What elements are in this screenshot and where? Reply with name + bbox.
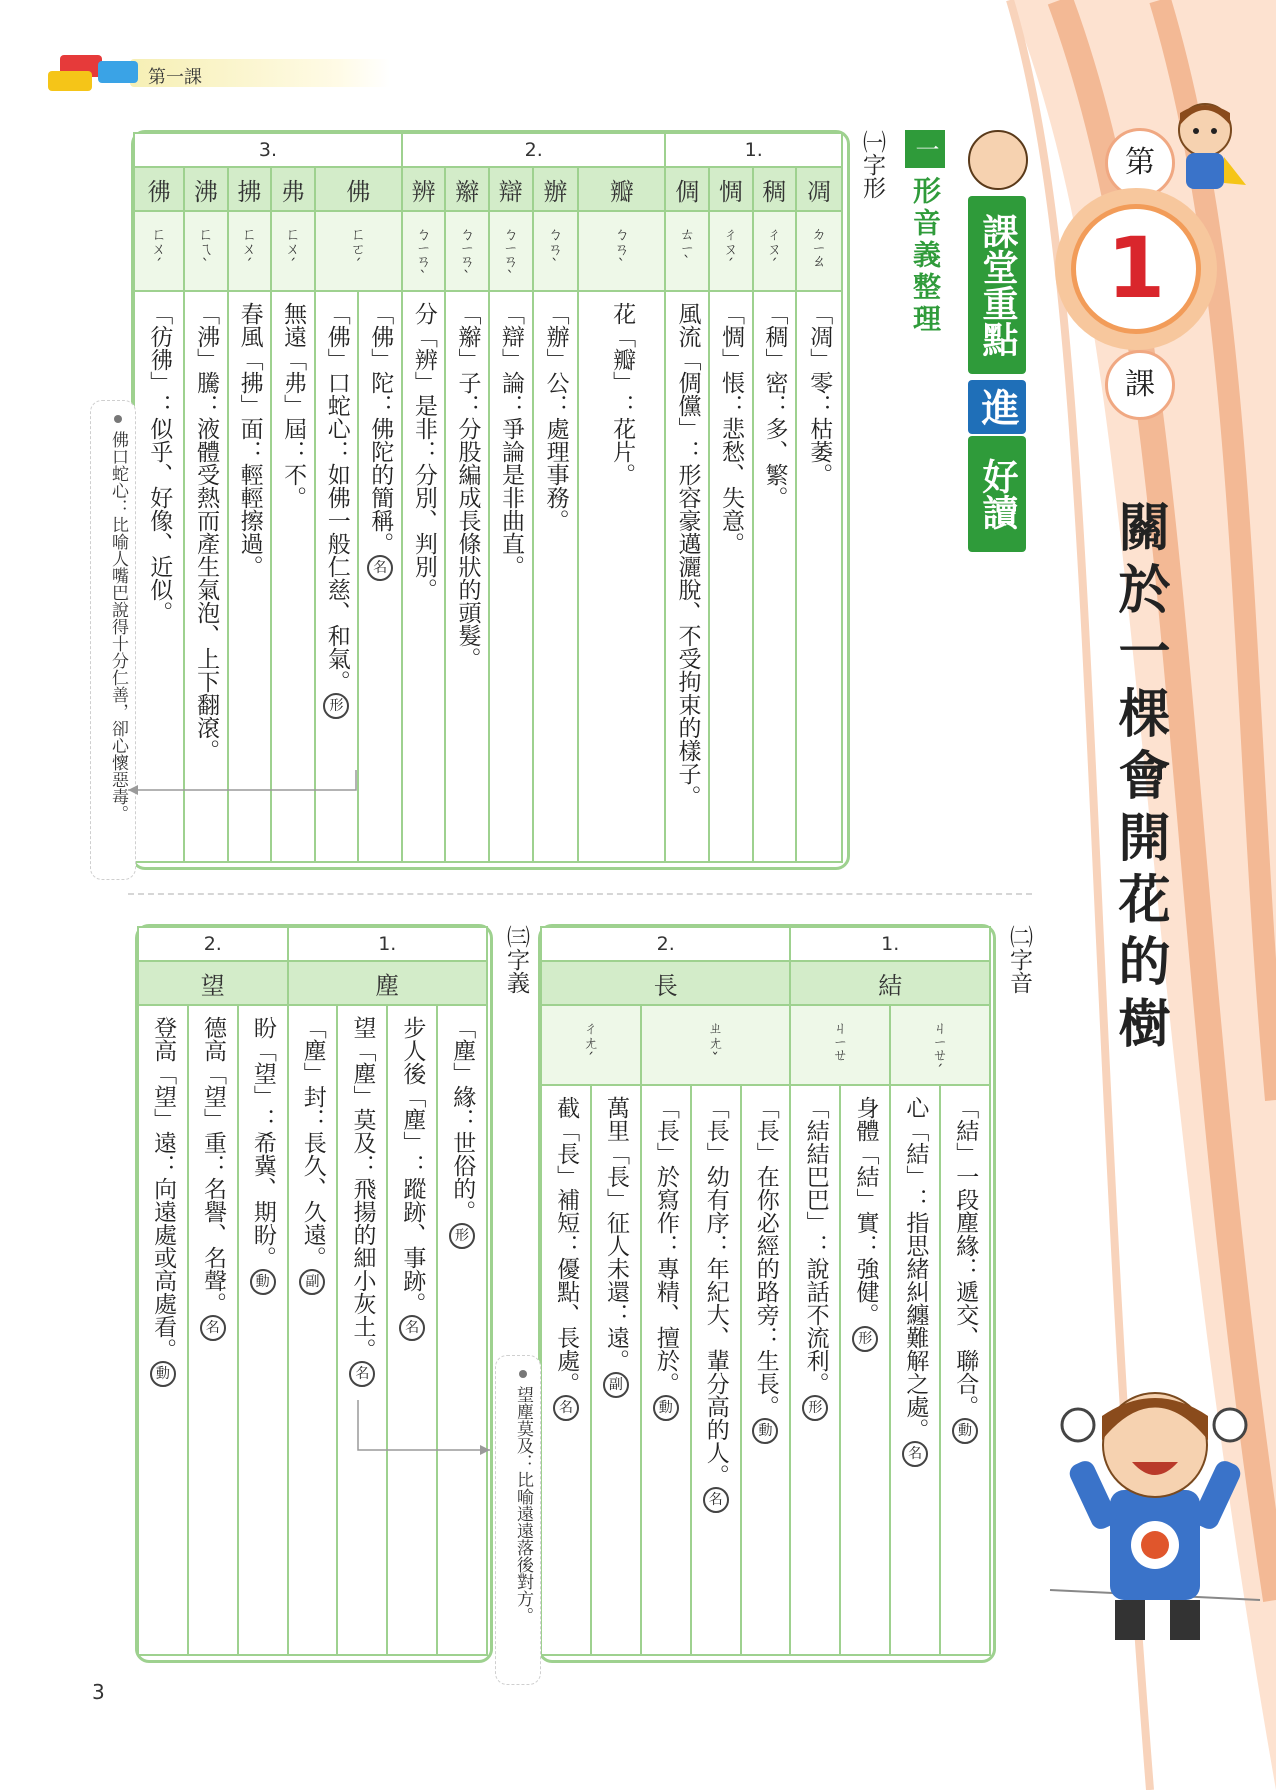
meaning-note: 望塵莫及：比喻遠遠落後對方。 xyxy=(495,1355,541,1685)
pinyin: ㄅㄧㄢˋ xyxy=(501,226,520,286)
definition-text: 「惆」悵：悲愁、失意。 xyxy=(717,302,744,555)
meaning-table xyxy=(137,926,488,1656)
part-form-label: ㈠字形 xyxy=(859,130,885,199)
pinyin: ㄈㄛˊ xyxy=(348,226,367,274)
table-char: 彿 xyxy=(134,167,184,211)
definition-text: 「長」於寫作：專精、擅於。 xyxy=(652,1096,679,1395)
pinyin-cell xyxy=(184,211,228,291)
part-of-speech-badge: 形 xyxy=(323,693,349,719)
definition-cell xyxy=(578,291,665,862)
table-char: 辦 xyxy=(533,167,579,211)
part-of-speech-badge: 名 xyxy=(349,1361,375,1387)
pinyin: ㄅㄢˋ xyxy=(545,226,564,274)
definition-cell xyxy=(890,1085,940,1655)
lesson-ke-circle: 課 xyxy=(1105,350,1175,420)
group-number: 1. xyxy=(665,133,842,167)
table-char: 倜 xyxy=(665,167,709,211)
bullet-icon xyxy=(114,415,122,423)
part-meaning-label: ㈢字義 xyxy=(503,925,529,994)
pinyin: ㄅㄢˋ xyxy=(612,226,631,274)
definition-text: 分「辨」是非：分別、判別。 xyxy=(410,302,437,601)
part-sound-label: ㈡字音 xyxy=(1006,925,1032,994)
pinyin-cell xyxy=(402,211,446,291)
definition-text: 花「瓣」：花片。 xyxy=(609,302,636,486)
definition-cell xyxy=(691,1085,741,1655)
pinyin: ㄐㄧㄝ xyxy=(830,1020,849,1062)
definition-text: 「佛」陀：佛陀的簡稱。 xyxy=(367,302,394,555)
pinyin: ㄐㄧㄝˊ xyxy=(930,1020,949,1080)
definition-cell xyxy=(840,1085,890,1655)
pinyin-cell xyxy=(489,211,533,291)
pinyin-cell xyxy=(578,211,665,291)
group-number: 3. xyxy=(134,133,402,167)
table-char: 辯 xyxy=(489,167,533,211)
table-char: 沸 xyxy=(184,167,228,211)
section-one-heading xyxy=(905,130,945,370)
lesson-number-circle xyxy=(1055,188,1217,350)
group-number: 2. xyxy=(402,133,666,167)
definition-cell xyxy=(753,291,797,862)
part-of-speech-badge: 形 xyxy=(852,1326,878,1352)
banner-part1: 課堂重點 xyxy=(968,196,1026,374)
pinyin-cell xyxy=(533,211,579,291)
section-one-marker: 一 xyxy=(905,130,945,168)
form-table xyxy=(133,132,843,863)
table-char: 弗 xyxy=(271,167,315,211)
definition-text: 截「長」補短：優點、長處。 xyxy=(553,1096,580,1395)
pinyin: ㄊㄧˋ xyxy=(677,226,696,271)
mascot-cheering-icon xyxy=(1040,1370,1270,1650)
definition-cell xyxy=(741,1085,791,1655)
pinyin: ㄔㄡˊ xyxy=(764,226,783,274)
page-number: 3 xyxy=(92,1680,105,1704)
definition-text: 「辯」論：爭論是非曲直。 xyxy=(497,302,524,578)
table-char: 長 xyxy=(541,961,790,1005)
definition-text: 「長」在你必經的路旁：生長。 xyxy=(752,1096,779,1418)
table-char: 塵 xyxy=(288,961,487,1005)
pinyin-cell xyxy=(445,211,489,291)
definition-cell xyxy=(445,291,489,862)
lesson-title: 關於一棵會開花的樹 xyxy=(1109,500,1169,1058)
lego-brick-icon xyxy=(98,61,138,83)
definition-cell xyxy=(796,291,842,862)
definition-cell xyxy=(288,1005,338,1655)
part-of-speech-badge: 副 xyxy=(299,1269,325,1295)
mascot-boy-icon xyxy=(1160,95,1250,205)
definition-cell xyxy=(402,291,446,862)
pinyin-cell xyxy=(890,1005,990,1085)
definition-cell xyxy=(591,1085,641,1655)
definition-cell xyxy=(138,1005,188,1655)
definition-cell xyxy=(358,291,402,862)
part-of-speech-badge: 名 xyxy=(399,1315,425,1341)
definition-text: 風流「倜儻」：形容豪邁灑脫、不受拘束的樣子。 xyxy=(674,302,701,808)
table-char: 佛 xyxy=(315,167,402,211)
part-of-speech-badge: 名 xyxy=(553,1395,579,1421)
pinyin-cell xyxy=(753,211,797,291)
pinyin: ㄅㄧㄢˋ xyxy=(414,226,433,286)
part-of-speech-badge: 動 xyxy=(952,1418,978,1444)
part-of-speech-badge: 副 xyxy=(603,1372,629,1398)
table-char: 望 xyxy=(138,961,288,1005)
pinyin-cell xyxy=(315,211,402,291)
definition-cell xyxy=(533,291,579,862)
definition-cell xyxy=(387,1005,437,1655)
section-divider xyxy=(128,893,1032,895)
definition-text: 萬里「長」征人未還：遠。 xyxy=(603,1096,630,1372)
form-note: 佛口蛇心：比喻人嘴巴說得十分仁善，卻心懷惡毒。 xyxy=(90,400,136,880)
part-of-speech-badge: 動 xyxy=(250,1269,276,1295)
definition-cell xyxy=(940,1085,990,1655)
definition-cell xyxy=(437,1005,487,1655)
group-number: 2. xyxy=(541,927,790,961)
part-of-speech-badge: 動 xyxy=(752,1418,778,1444)
pinyin-cell xyxy=(790,1005,890,1085)
definition-cell xyxy=(665,291,709,862)
definition-cell xyxy=(541,1085,591,1655)
pinyin-cell xyxy=(541,1005,641,1085)
definition-cell xyxy=(641,1085,691,1655)
table-char: 結 xyxy=(790,961,990,1005)
pinyin: ㄉㄧㄠ xyxy=(809,226,828,268)
definition-text: 登高「望」遠：向遠處或高處看。 xyxy=(150,1016,177,1361)
pinyin: ㄅㄧㄢˋ xyxy=(457,226,476,286)
section-one-title: 形音義整理 xyxy=(909,176,942,336)
part-of-speech-badge: 名 xyxy=(200,1315,226,1341)
definition-text: 「佛」口蛇心：如佛一般仁慈、和氣。 xyxy=(323,302,350,693)
part-of-speech-badge: 形 xyxy=(802,1395,828,1421)
group-number: 2. xyxy=(138,927,288,961)
group-number: 1. xyxy=(288,927,487,961)
definition-text: 「結」一段塵緣：遞交、聯合。 xyxy=(952,1096,979,1418)
definition-cell xyxy=(337,1005,387,1655)
lesson-header-tab xyxy=(40,55,350,91)
pinyin-cell xyxy=(271,211,315,291)
definition-text: 「沸」騰：液體受熱而產生氣泡、上下翻滾。 xyxy=(193,302,220,762)
table-char: 稠 xyxy=(753,167,797,211)
pinyin-cell xyxy=(665,211,709,291)
banner-part3: 好讀 xyxy=(968,436,1026,552)
definition-text: 「辮」子：分股編成長條狀的頭髮。 xyxy=(454,302,481,670)
definition-text: 「凋」零：枯萎。 xyxy=(806,302,833,486)
table-char: 辮 xyxy=(445,167,489,211)
pinyin-cell xyxy=(796,211,842,291)
definition-text: 春風「拂」面：輕輕擦過。 xyxy=(236,302,263,578)
definition-text: 「塵」封：長久、久遠。 xyxy=(299,1016,326,1269)
part-of-speech-badge: 動 xyxy=(653,1395,679,1421)
part-of-speech-badge: 動 xyxy=(150,1361,176,1387)
mascot-face-icon xyxy=(968,130,1028,190)
table-char: 惆 xyxy=(709,167,753,211)
definition-text: 「彷彿」：似乎、好像、近似。 xyxy=(146,302,173,624)
definition-text: 盼「望」：希冀、期盼。 xyxy=(249,1016,276,1269)
definition-text: 身體「結」實：強健。 xyxy=(852,1096,879,1326)
lesson-number: 1 xyxy=(1071,204,1201,334)
definition-cell xyxy=(790,1085,840,1655)
pinyin: ㄔㄤˊ xyxy=(581,1020,600,1068)
definition-text: 「長」幼有序：年紀大、輩分高的人。 xyxy=(702,1096,729,1487)
part-of-speech-badge: 名 xyxy=(367,555,393,581)
definition-text: 「稠」密：多、繁。 xyxy=(761,302,788,509)
pinyin: ㄓㄤˇ xyxy=(706,1020,725,1068)
part-of-speech-badge: 形 xyxy=(449,1223,475,1249)
definition-cell xyxy=(238,1005,288,1655)
lesson-di-circle: 第 xyxy=(1105,128,1175,198)
pinyin-cell xyxy=(228,211,272,291)
table-char: 辨 xyxy=(402,167,446,211)
definition-text: 「結結巴巴」：說話不流利。 xyxy=(802,1096,829,1395)
pinyin-cell xyxy=(641,1005,791,1085)
table-char: 瓣 xyxy=(578,167,665,211)
lego-brick-icon xyxy=(48,71,92,91)
bullet-icon xyxy=(519,1370,527,1378)
classroom-focus-banner xyxy=(968,130,1026,560)
part-of-speech-badge: 名 xyxy=(902,1441,928,1467)
pinyin: ㄔㄡˊ xyxy=(721,226,740,274)
definition-cell xyxy=(188,1005,238,1655)
pinyin: ㄈㄨˊ xyxy=(283,226,302,274)
definition-text: 心「結」：指思緒糾纏難解之處。 xyxy=(902,1096,929,1441)
pinyin-cell xyxy=(134,211,184,291)
table-char: 凋 xyxy=(796,167,842,211)
definition-text: 步人後「塵」：蹤跡、事跡。 xyxy=(399,1016,426,1315)
sound-table xyxy=(540,926,991,1656)
pinyin-cell xyxy=(709,211,753,291)
table-char: 拂 xyxy=(228,167,272,211)
definition-cell xyxy=(489,291,533,862)
pinyin: ㄈㄟˋ xyxy=(196,226,215,274)
pinyin: ㄈㄨˊ xyxy=(239,226,258,274)
banner-part2: 進 xyxy=(968,380,1026,434)
definition-text: 望「塵」莫及：飛揚的細小灰土。 xyxy=(349,1016,376,1361)
group-number: 1. xyxy=(790,927,990,961)
form-note-arrow xyxy=(118,770,363,800)
pinyin: ㄈㄨˊ xyxy=(149,226,168,274)
meaning-note-arrow xyxy=(350,1400,500,1460)
part-of-speech-badge: 名 xyxy=(703,1487,729,1513)
definition-text: 「辦」公：處理事務。 xyxy=(542,302,569,532)
definition-text: 「塵」緣：世俗的。 xyxy=(449,1016,476,1223)
definition-text: 德高「望」重：名譽、名聲。 xyxy=(199,1016,226,1315)
lesson-tab-label: 第一課 xyxy=(148,67,202,88)
definition-cell xyxy=(709,291,753,862)
definition-text: 無遠「弗」屆：不。 xyxy=(280,302,307,509)
